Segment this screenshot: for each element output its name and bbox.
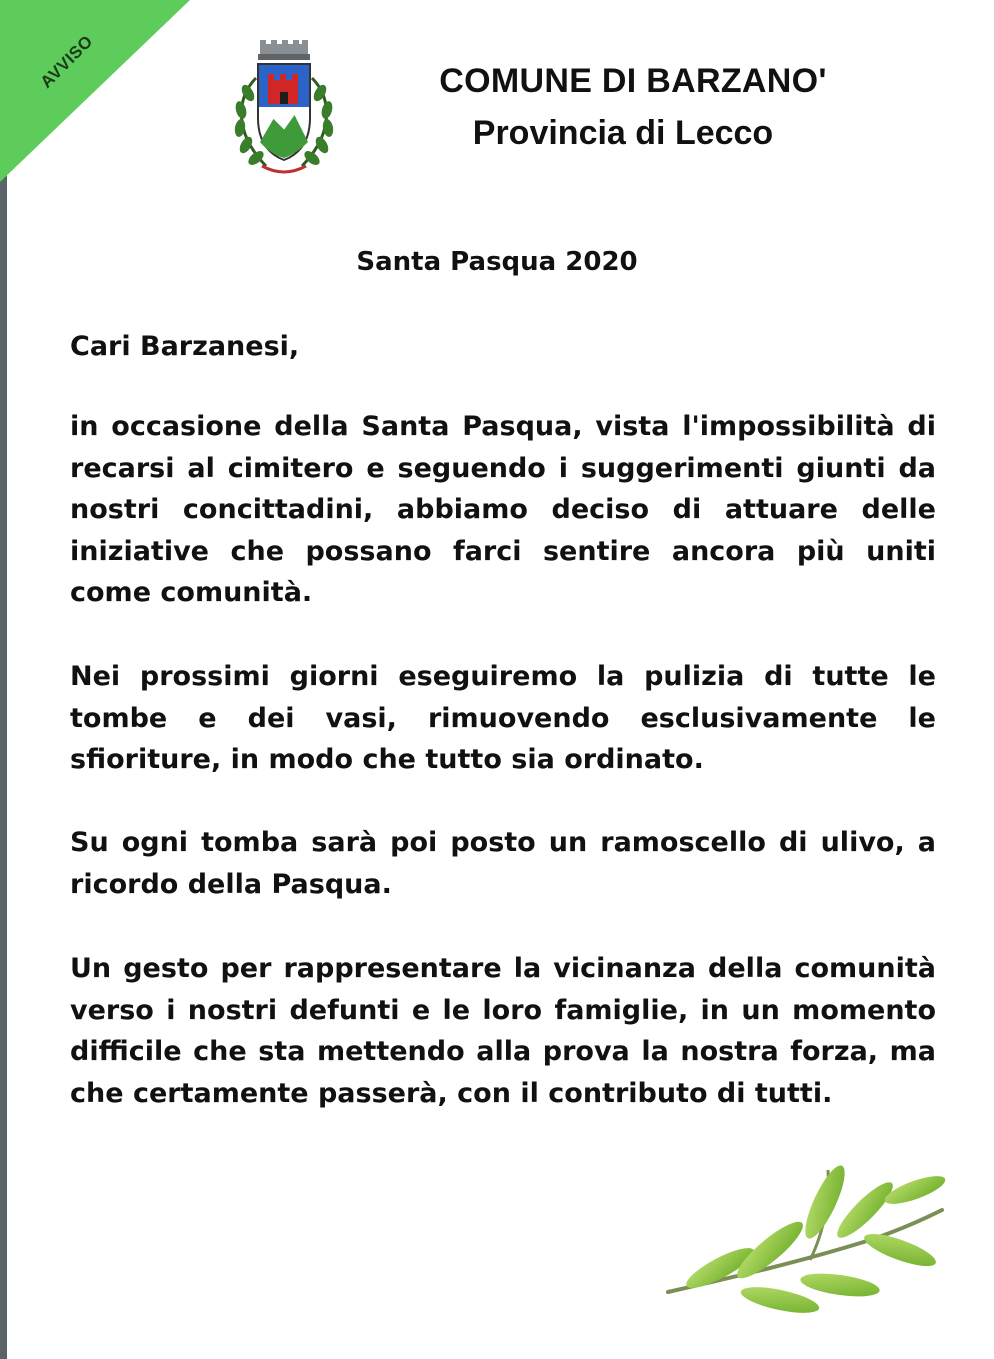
municipal-coat-of-arms-icon [226,38,342,184]
olive-branch-icon [660,1150,960,1330]
greeting: Cari Barzanesi, [70,331,300,362]
province-name: Provincia di Lecco [472,114,774,152]
paragraph: Un gesto per rappresentare la vicinanza della comunità verso i nostri defunti e le loro famiglie, in un momento difficile che sta mettendo alla prova la nostra forza, ma che certamente passerà, con il contributo di tutti. [70,953,936,1109]
document-header [372,58,894,162]
notice-title: Santa Pasqua 2020 [356,247,638,277]
paragraph: Nei prossimi giorni eseguiremo la pulizia di tutte le tombe e dei vasi, rimuovendo esclusivamente le sfioriture, in modo che tutto sia ordinato. [70,661,936,775]
paragraph: in occasione della Santa Pasqua, vista l'impossibilità di recarsi al cimitero e seguendo i suggerimenti giunti da nostri concittadini, abbiamo deciso di attuare delle iniziative che possano farci sentire ancora più uniti come comunità. [70,411,936,608]
paragraph: Su ogni tomba sarà poi posto un ramoscello di ulivo, a ricordo della Pasqua. [70,827,936,900]
municipality-name: COMUNE DI BARZANO' [439,62,827,100]
page-left-edge [0,0,7,1359]
corner-tag: AVVISO [36,31,97,92]
